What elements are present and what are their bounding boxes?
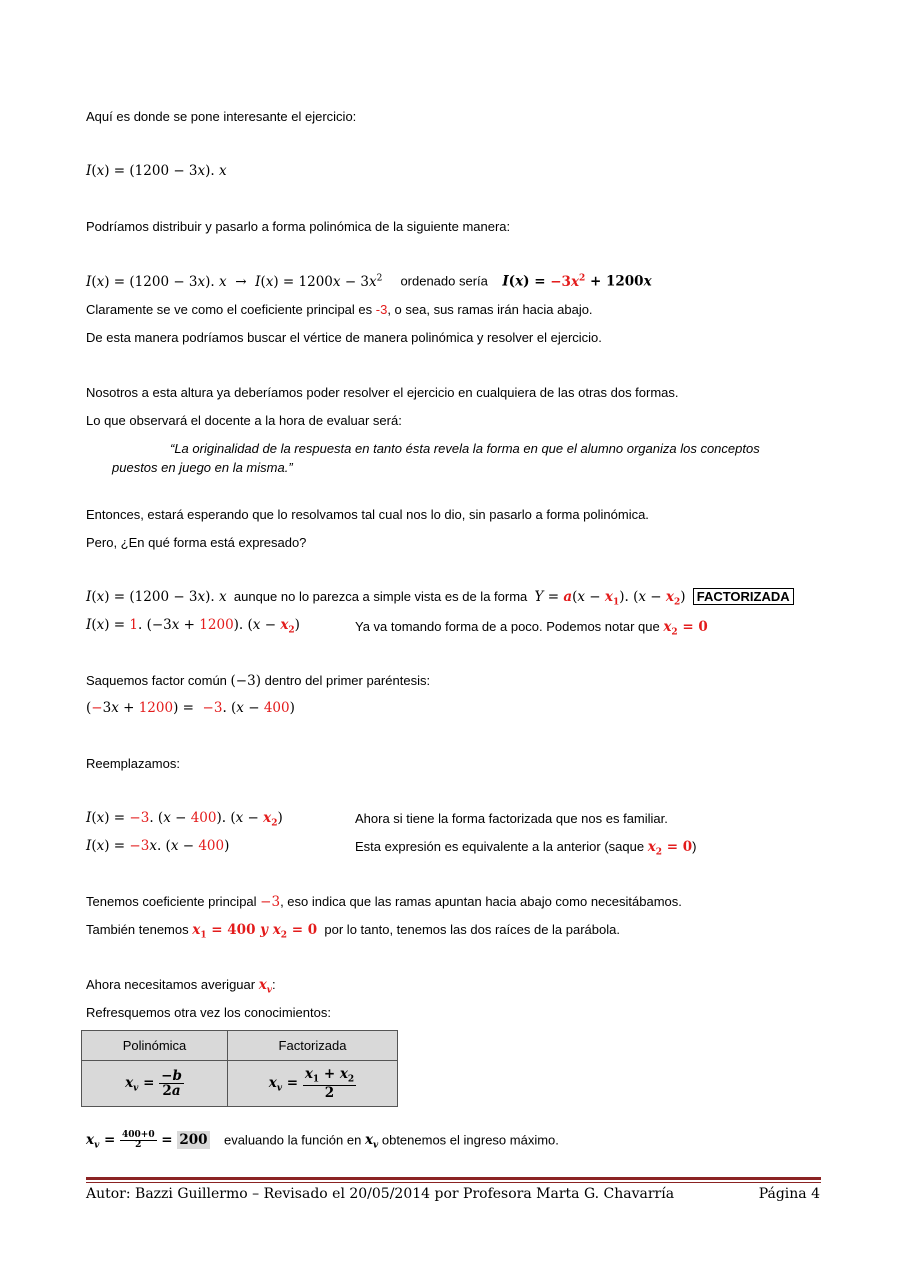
factorized-box: FACTORIZADA	[693, 588, 794, 605]
equation-factor: (−3x + 1200) = −3. (x − 400)	[86, 700, 295, 716]
step-3-note: Esta expresión es equivalente a la anterior (saque $x_2 = 0$)	[355, 839, 697, 858]
quote-line-2: puestos en juego en la misma.”	[112, 460, 293, 475]
table-header-factorized: Factorizada	[228, 1031, 398, 1061]
step-1-note: Ya va tomando forma de a poco. Podemos notar que $x_2 = 0$	[355, 619, 708, 638]
other-forms-text: Nosotros a esta altura ya deberíamos poder resolver el ejercicio en cualquiera de las otras dos formas.	[86, 385, 679, 400]
equation-step-1: I(x) = 1. (−3x + 1200). $(x - x_2)$	[86, 617, 300, 636]
factorized-vertex-formula: $x_v$ = $\frac{x_1 + x_2}{2}$	[228, 1061, 398, 1107]
footer-author: Autor: Bazzi Guillermo – Revisado el 20/05/2014 por Profesora Marta G. Chavarría	[86, 1186, 675, 1202]
quote-line-1: “La originalidad de la respuesta en tanto ésta revela la forma en que el alumno organiza los conceptos	[170, 441, 760, 456]
replace-text: Reemplazamos:	[86, 756, 180, 771]
footer-rule-thin	[86, 1182, 821, 1183]
question-text: Pero, ¿En qué forma está expresado?	[86, 535, 307, 550]
coef-text: Claramente se ve como el coeficiente principal es -3, o sea, sus ramas irán hacia abajo.	[86, 302, 593, 317]
footer-page-number: Página 4	[758, 1186, 820, 1202]
table-header-polynomial: Polinómica	[82, 1031, 228, 1061]
factorized-line: I(x) = (1200 − 3x). x aunque no lo parezca a simple vista es de la forma $Y = a(x - x_1)$. $(x - x_2)$ FACTORIZADA	[86, 589, 794, 608]
refresh-text: Refresquemos otra vez los conocimientos:	[86, 1005, 331, 1020]
equation-step-2: I(x) = −3. (x − 400). $(x - x_2)$	[86, 810, 283, 829]
step-2-note: Ahora si tiene la forma factorizada que nos es familiar.	[355, 811, 668, 826]
equation-step-3: I(x) = −3x. (x − 400)	[86, 838, 230, 854]
xv-result-line: $x_v$ = $\frac{400+0}{2}$ = 200 evaluando la función en $x_v$ obtenemos el ingreso máximo.	[86, 1130, 559, 1152]
coef-conclusion: Tenemos coeficiente principal −3, eso indica que las ramas apuntan hacia abajo como necesitábamos.	[86, 894, 682, 910]
distribute-text: Podríamos distribuir y pasarlo a forma polinómica de la siguiente manera:	[86, 219, 511, 234]
vertex-formula-table	[81, 1030, 398, 1107]
ordered-label: ordenado sería	[400, 273, 488, 289]
teacher-text: Lo que observará el docente a la hora de evaluar será:	[86, 413, 402, 428]
common-factor-text: Saquemos factor común (−3) dentro del primer paréntesis:	[86, 673, 431, 689]
vertex-text: De esta manera podríamos buscar el vértice de manera polinómica y resolver el ejercicio.	[86, 330, 602, 345]
footer-rule	[86, 1177, 821, 1180]
polynomial-line: I(x) = (1200 − 3x). $x \to I(x) = 1200x - 3x^2$ ordenado sería $I(x) = -3x^2 + 1200x$	[86, 273, 652, 290]
expecting-text: Entonces, estará esperando que lo resolvamos tal cual nos lo dio, sin pasarlo a forma polinómica.	[86, 507, 649, 522]
xv-text: Ahora necesitamos averiguar $x_v$:	[86, 977, 276, 996]
equation-income: I(x) = (1200 − 3x). x	[86, 163, 227, 179]
intro-text: Aquí es donde se pone interesante el ejercicio:	[86, 109, 357, 124]
roots-text: También tenemos $x_1 = 400$ y $x_2 = 0$ por lo tanto, tenemos las dos raíces de la parábola.	[86, 922, 620, 941]
polynomial-vertex-formula: $x_v$ = $\frac{-b}{2a}$	[82, 1061, 228, 1107]
